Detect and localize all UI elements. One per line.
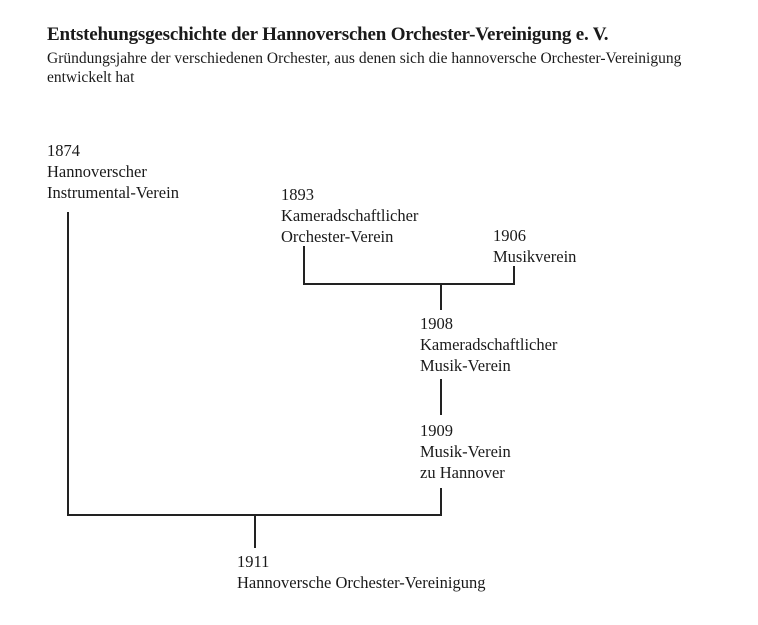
diagram-subtitle: Gründungsjahre der verschiedenen Orchester, aus denen sich die hannoversche Orchester-Vereinigung entwickelt hat (47, 50, 682, 86)
node-name: Hannoverscher (47, 162, 147, 181)
node-year: 1874 (47, 141, 80, 160)
connector-merge-bar (303, 283, 515, 285)
node-year: 1893 (281, 185, 314, 204)
node-year: 1906 (493, 226, 526, 245)
node-year: 1909 (420, 421, 453, 440)
node-1911 (237, 551, 485, 593)
node-name: Musik-Verein (420, 442, 511, 461)
node-name: Kameradschaftlicher (420, 335, 558, 354)
node-name: Kameradschaftlicher (281, 206, 419, 225)
connector-1909-down (440, 488, 442, 516)
node-name: Musik-Verein (420, 356, 511, 375)
node-1908 (420, 313, 557, 376)
connector-to-1908 (440, 283, 442, 310)
connector-1906-down (513, 266, 515, 285)
connector-1874-down (67, 212, 69, 516)
node-1909 (420, 420, 511, 483)
node-year: 1911 (237, 552, 270, 571)
node-name: Hannoversche Orchester-Vereinigung (237, 573, 486, 592)
node-1906 (493, 225, 576, 267)
node-name: Instrumental-Verein (47, 183, 179, 202)
connector-to-1911 (254, 514, 256, 548)
node-1893 (281, 184, 418, 247)
node-name: Orchester-Verein (281, 227, 394, 246)
node-name: Musikverein (493, 247, 577, 266)
node-year: 1908 (420, 314, 453, 333)
node-1874 (47, 140, 179, 203)
node-name: zu Hannover (420, 463, 505, 482)
connector-1908-to-1909 (440, 379, 442, 415)
connector-1893-down (303, 246, 305, 285)
diagram-title: Entstehungsgeschichte der Hannoverschen Orchester-Vereinigung e. V. (47, 24, 609, 45)
